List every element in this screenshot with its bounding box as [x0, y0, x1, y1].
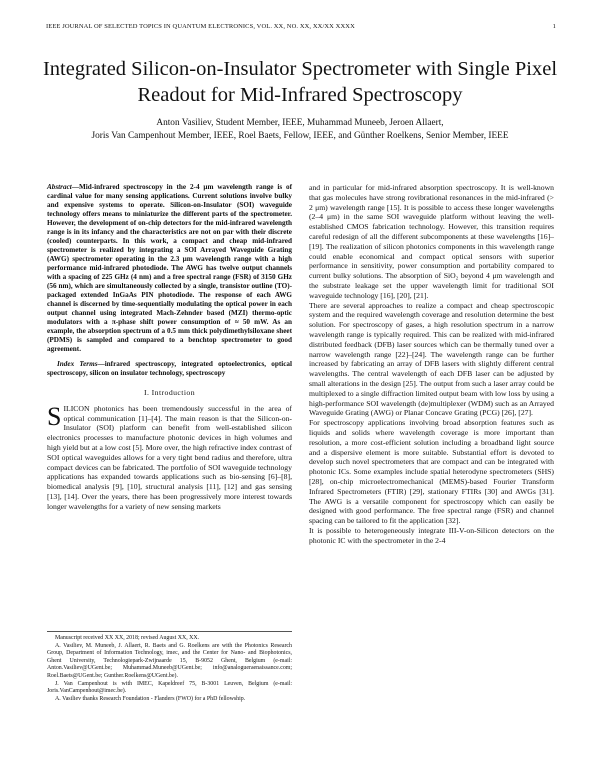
- intro-text: photonics has been tremendously successful in the area of optical communication [1]–[4]. The main reason is that the Silicon-on-Insulator (SOI) platform can benefit from well-established silicon electronics processes to manufacture photonic devices in high volumes and high yield but at a low cost [5]. More over, the high refractive index contrast of SOI optical waveguides allows for a very tight bend radius and therefore, ultra compact devices can be fabricated. The portfolio of SOI waveguide technology applications has expanded towards applications such as bio-sensing [6]–[8], biomedical analysis [9], [10], structural analysis [11], [12] and gas sensing [13], [14]. Over the years, there has been progressively more interest towards longer wavelengths for a variety of new sensing markets: [47, 403, 292, 511]
- footnote: A. Vasiliev, M. Muneeb, J. Allaert, R. Baets and G. Roelkens are with the Photonics Research Group, Department of Information Technology, imec, and the Center for Nano- and Biophotonics, Ghent University, Technologiepark-Zwijnaarde 15, B-9052 Ghent, Belgium (e-mail: Anton.Vasiliev@UGent.be; Muhammad.Muneeb@UGent.be; info@analogueraenaissance.com; Roel.Baets@UGent.be; Gunther.Roelkens@UGent.be).: [47, 642, 292, 679]
- left-column: [47, 183, 292, 512]
- abstract-text: —Mid-infrared spectroscopy in the 2-4 μm wavelength range is of cardinal value for many sensing applications. Current solutions involve bulky and expensive systems to operate. Silicon-on-Insulator (SOI) waveguide technology offers means to miniaturize the different parts of the spectrometer. However, the development of on-chip detectors for the mid-infrared wavelength range is in its infancy and the characteristics are not on par with their discrete (cooled) counterparts. In this work, a compact and cheap mid-infrared spectrometer is realized by integrating a SOI Arrayed Waveguide Grating (AWG) spectrometer operating in the 2.3 μm wavelength range with a high performance mid-infrared photodiode. The AWG has twelve output channels with a spacing of 225 GHz (4 nm) and a free spectral range (FSR) of 3150 GHz (56 nm), which are simultaneously collected by a single, transistor outline (TO)-packaged extended InGaAs PIN photodiode. The response of each AWG channel is discerned by time-sequentially modulating the optical power in each output channel using integrated Mach-Zehnder based (MZI) thermo-optic modulators with a π-phase shift power consumption of ≈ 50 mW. As an example, the absorption spectrum of a 0.5 mm thick polydimethylsiloxane sheet (PDMS) is sampled and compared to a benchtop spectrometer to good agreement.: [47, 183, 292, 353]
- index-terms-lead: Index Terms: [57, 360, 98, 368]
- body-paragraph: There are several approaches to realize a compact and cheap spectroscopic system and the required wavelength coverage and resolution determine the best solution. For spectroscopy of gases, a high resolution spectrum in a narrow wavelength range is typically required. This can be realized with mid-infrared distributed feedback (DFB) laser sources which can be thermally tuned over a narrow wavelength range [22]–[24]. The wavelength range can be further increased by fabricating an array of DFB lasers with slightly different central wavelengths. The central wavelength of each DFB laser can be adjusted by small alterations in the design [25]. The output from such a laser array could be multiplexed to a single diffraction limited output beam with low loss by using a high-performance SOI wavelength (de)multiplexer (WDM) such as an Arrayed Waveguide Grating (AWG) or Planar Concave Grating (PCG) [26], [27].: [309, 300, 554, 418]
- footnotes: [47, 635, 292, 703]
- authors-line-2: Joris Van Campenhout Member, IEEE, Roel Baets, Fellow, IEEE, and Günther Roelkens, Senior Member, IEEE: [91, 130, 509, 141]
- authors-line-1: Anton Vasiliev, Student Member, IEEE, Muhammad Muneeb, Jeroen Allaert,: [156, 118, 444, 128]
- paper-title: Integrated Silicon-on-Insulator Spectrometer with Single Pixel Readout for Mid-Infrared Spectroscopy: [42, 58, 558, 106]
- author-list: [40, 117, 560, 142]
- running-header: [46, 23, 556, 35]
- footnote-rule: [47, 631, 292, 632]
- journal-header: IEEE JOURNAL OF SELECTED TOPICS IN QUANTUM ELECTRONICS, VOL. XX, NO. XX, XX/XX XXXX: [46, 23, 355, 30]
- intro-first-word: ILICON: [63, 403, 90, 413]
- right-column: [309, 183, 554, 545]
- abstract-lead: Abstract: [47, 183, 72, 191]
- body-paragraph: It is possible to heterogeneously integrate III-V-on-Silicon detectors on the photonic IC with the spectrometer in the 2-4: [309, 525, 554, 545]
- page-number: 1: [552, 23, 556, 30]
- intro-paragraph: [47, 401, 292, 512]
- section-heading: I. Introduction: [143, 388, 196, 397]
- index-terms: [47, 360, 292, 378]
- index-terms-text: —infrared spectroscopy, integrated optoelectronics, optical spectroscopy, silicon on insulator technology, spectroscopy: [47, 360, 293, 377]
- body-paragraph: For spectroscopy applications involving broad absorption features such as liquids and solids where wavelength coverage is more important than resolution, a more cost-efficient solution including a broadband light source and a dispersive element is more suitable. Substantial effort is devoted to develop such novel spectrometers that are compact and can be integrated with photonic ICs. Some examples include spatial heterodyne spectrometers (SHS) [28], on-chip microelectromechanical (MEMS)-based Fourier Transform Infrared Spectrometers (FTIR) [29], stationary FTIRs [30] and AWGs [31]. The AWG is a versatile component for spectroscopy which can easily be designed with good performance. The free spectral range (FSR) and channel spacing can be tailored to fit the application [32].: [309, 418, 554, 526]
- footnote: J. Van Campenhout is with IMEC, Kapeldreef 75, B-3001 Leuven, Belgium (e-mail: Joris.VanCampenhout@imec.be).: [47, 680, 292, 695]
- body-paragraph: and in particular for mid-infrared absorption spectroscopy. It is well-known that gas molecules have strong rovibrational resonances in the mid-infrared (> 2 μm) wavelength range [15]. It is possible to access these longer wavelengths (2–4 μm) in the same SOI waveguide platform without leaving the well-established CMOS fabrication technology. However, this transition requires careful redesign of all the different subcomponents at these wavelengths [16]–[19]. The realization of silicon photonics components in this wavelength range could enable economical and compact optical sensors with superior performance in sensitivity, power consumption and portability compared to current bulky solutions. The absorption of SiO₂ beyond 4 μm wavelength and the substrate leakage set the upper wavelength limit for traditional SOI waveguide technology [16], [20], [21].: [309, 183, 554, 300]
- abstract: [47, 183, 292, 354]
- drop-cap: S: [47, 401, 62, 431]
- footnote: Manuscript received XX XX, 2018; revised August XX, XX.: [55, 635, 200, 641]
- footnote: A. Vasiliev thanks Research Foundation - Flanders (FWO) for a PhD fellowship.: [55, 695, 246, 702]
